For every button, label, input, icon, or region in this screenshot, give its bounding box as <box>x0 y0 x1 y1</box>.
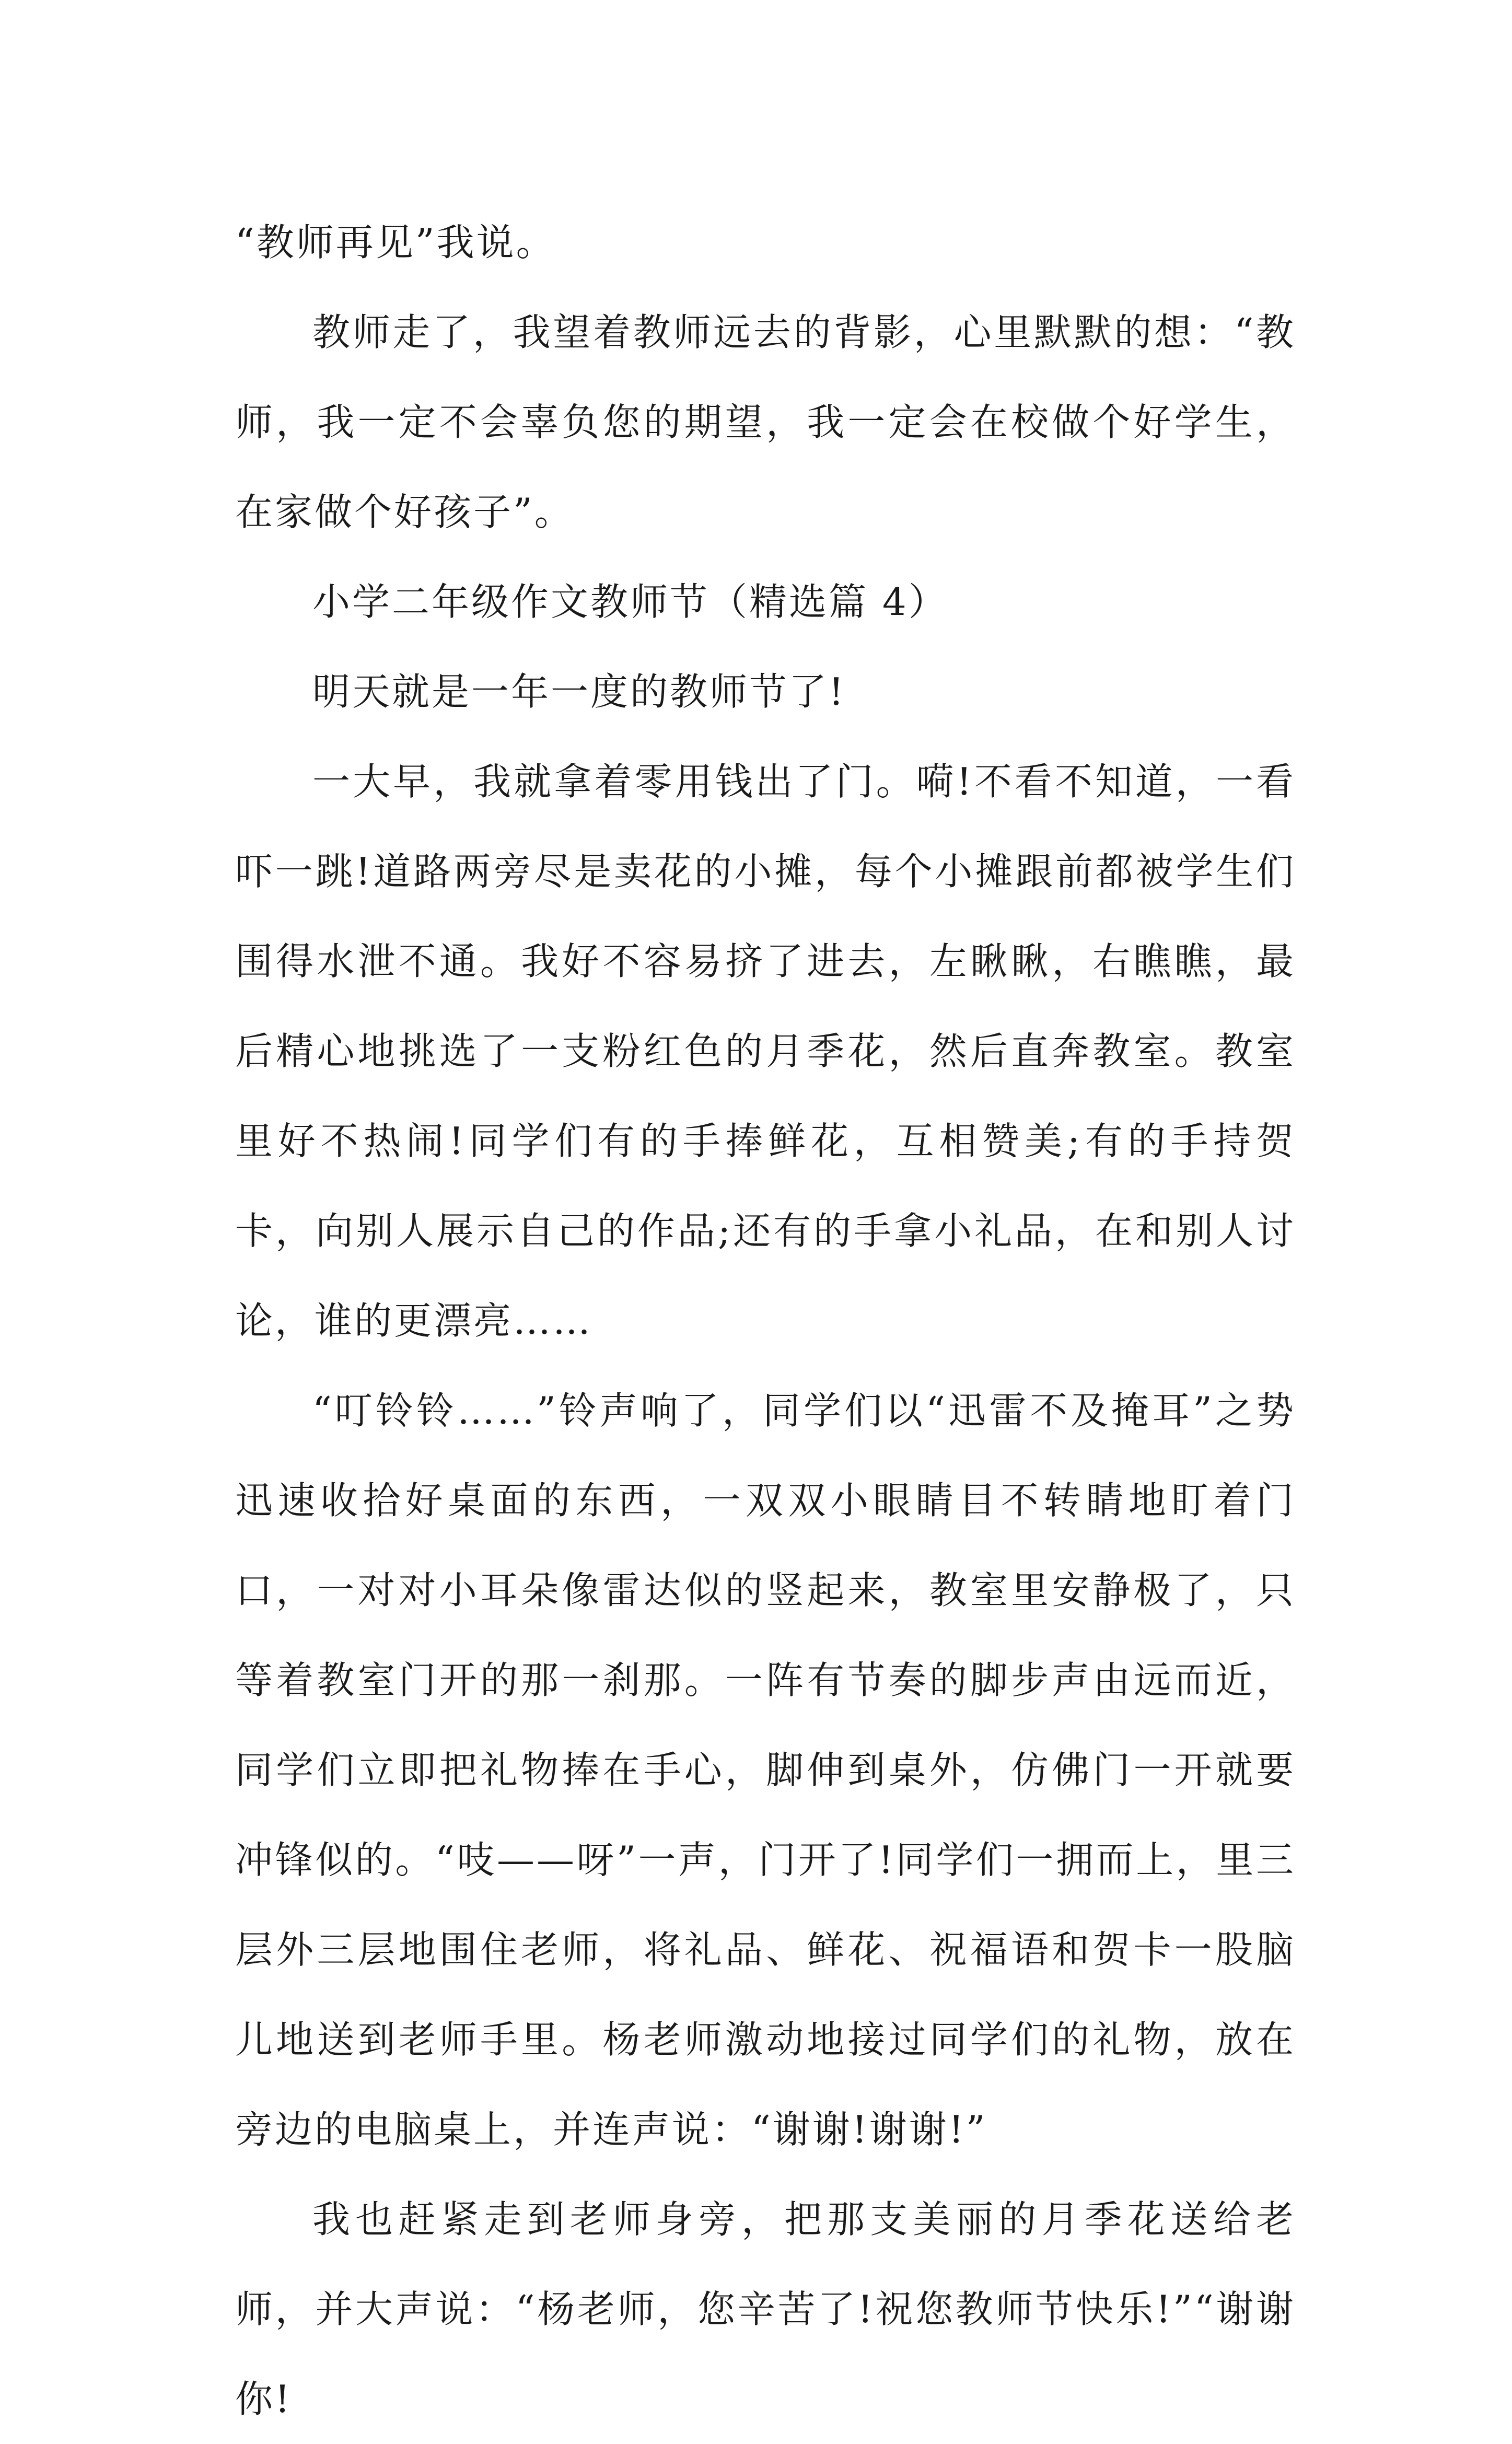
paragraph-7: 我也赶紧走到老师身旁，把那支美丽的月季花送给老师，并大声说：“杨老师，您辛苦了!祝您教师节快乐!”“谢谢你! <box>235 2197 1296 2421</box>
paragraph-1: “教师再见”我说。 <box>235 220 556 264</box>
paragraph-4: 明天就是一年一度的教师节了! <box>312 670 846 714</box>
section-heading: 小学二年级作文教师节（精选篇 4） <box>312 580 948 624</box>
paragraph-2: 教师走了，我望着教师远去的背影，心里默默的想：“教师，我一定不会辜负您的期望，我一定会在校做个好学生，在家做个好孩子”。 <box>235 310 1296 534</box>
paragraph-5: 一大早，我就拿着零用钱出了门。嗬!不看不知道，一看吓一跳!道路两旁尽是卖花的小摊，每个小摊跟前都被学生们围得水泄不通。我好不容易挤了进去，左瞅瞅，右瞧瞧，最后精心地挑选了一支粉红色的月季花，然后直奔教室。教室里好不热闹!同学们有的手捧鲜花，互相赞美;有的手持贺卡，向别人展示自己的作品;还有的手拿小礼品，在和别人讨论，谁的更漂亮…… <box>235 760 1296 1343</box>
paragraph-6: “叮铃铃……”铃声响了，同学们以“迅雷不及掩耳”之势迅速收拾好桌面的东西，一双双小眼睛目不转睛地盯着门口，一对对小耳朵像雷达似的竖起来，教室里安静极了，只等着教室门开的那一刹那。一阵有节奏的脚步声由远而近，同学们立即把礼物捧在手心，脚伸到桌外，仿佛门一开就要冲锋似的。“吱——呀”一声，门开了!同学们一拥而上，里三层外三层地围住老师，将礼品、鲜花、祝福语和贺卡一股脑儿地送到老师手里。杨老师激动地接过同学们的礼物，放在旁边的电脑桌上，并连声说：“谢谢!谢谢!” <box>235 1389 1296 2151</box>
document-page <box>235 197 1296 2444</box>
